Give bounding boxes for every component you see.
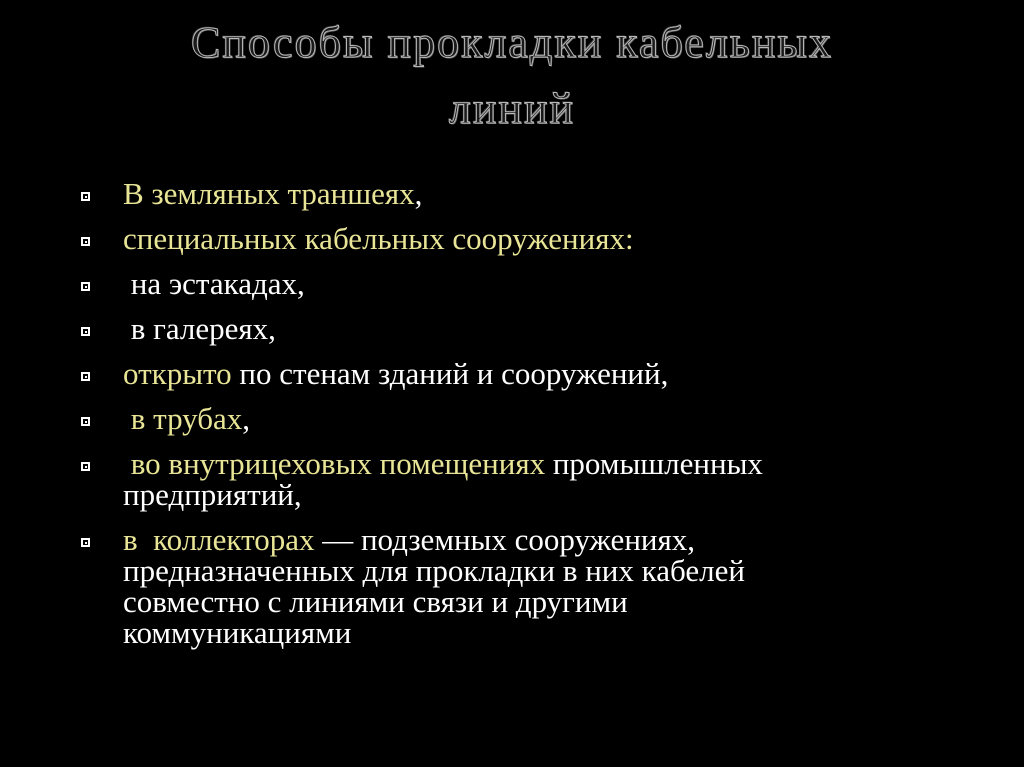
list-item-text: , xyxy=(414,176,423,211)
list-item-highlight: в коллекторах xyxy=(123,522,315,557)
list-item-text: , xyxy=(242,401,251,436)
list-item xyxy=(78,524,978,648)
list-item-text-continued: коммуникациями xyxy=(123,615,352,650)
list-item xyxy=(78,313,978,344)
list-item-highlight: во внутрицеховых помещениях xyxy=(123,446,546,481)
square-bullet-icon xyxy=(81,237,90,246)
list-item-highlight: В земляных траншеях xyxy=(123,176,415,211)
list-item-line xyxy=(123,448,978,479)
list-item xyxy=(78,268,978,299)
list-item-text: в галереях, xyxy=(123,311,276,346)
list-item-text-continued: предприятий, xyxy=(123,477,302,512)
list-item-text-continued: предназначенных для прокладки в них кабелей xyxy=(123,553,745,588)
list-item xyxy=(78,448,978,510)
list-item xyxy=(78,403,978,434)
square-bullet-icon xyxy=(81,417,90,426)
square-bullet-icon xyxy=(81,192,90,201)
slide-title-line-2: линий xyxy=(448,84,576,133)
square-bullet-icon xyxy=(81,462,90,471)
list-item-text: — подземных сооружениях, xyxy=(314,522,696,557)
square-bullet-icon xyxy=(81,372,90,381)
list-item-text-continued: совместно с линиями связи и другими xyxy=(123,584,628,619)
list-item xyxy=(78,358,978,389)
list-item-highlight: специальных кабельных сооружениях: xyxy=(123,221,634,256)
list-item-highlight: в трубах xyxy=(123,401,243,436)
slide-title-line-1: Способы прокладки кабельных xyxy=(191,18,833,67)
list-item-line xyxy=(123,524,978,555)
list-item-text: по стенам зданий и сооружений, xyxy=(231,356,669,391)
bullet-list xyxy=(78,178,978,662)
list-item xyxy=(78,178,978,209)
list-item-highlight: открыто xyxy=(123,356,232,391)
square-bullet-icon xyxy=(81,538,90,547)
list-item-text: на эстакадах, xyxy=(123,266,305,301)
square-bullet-icon xyxy=(81,327,90,336)
square-bullet-icon xyxy=(81,282,90,291)
list-item xyxy=(78,223,978,254)
list-item-text: промышленных xyxy=(545,446,763,481)
slide-title xyxy=(62,10,962,142)
